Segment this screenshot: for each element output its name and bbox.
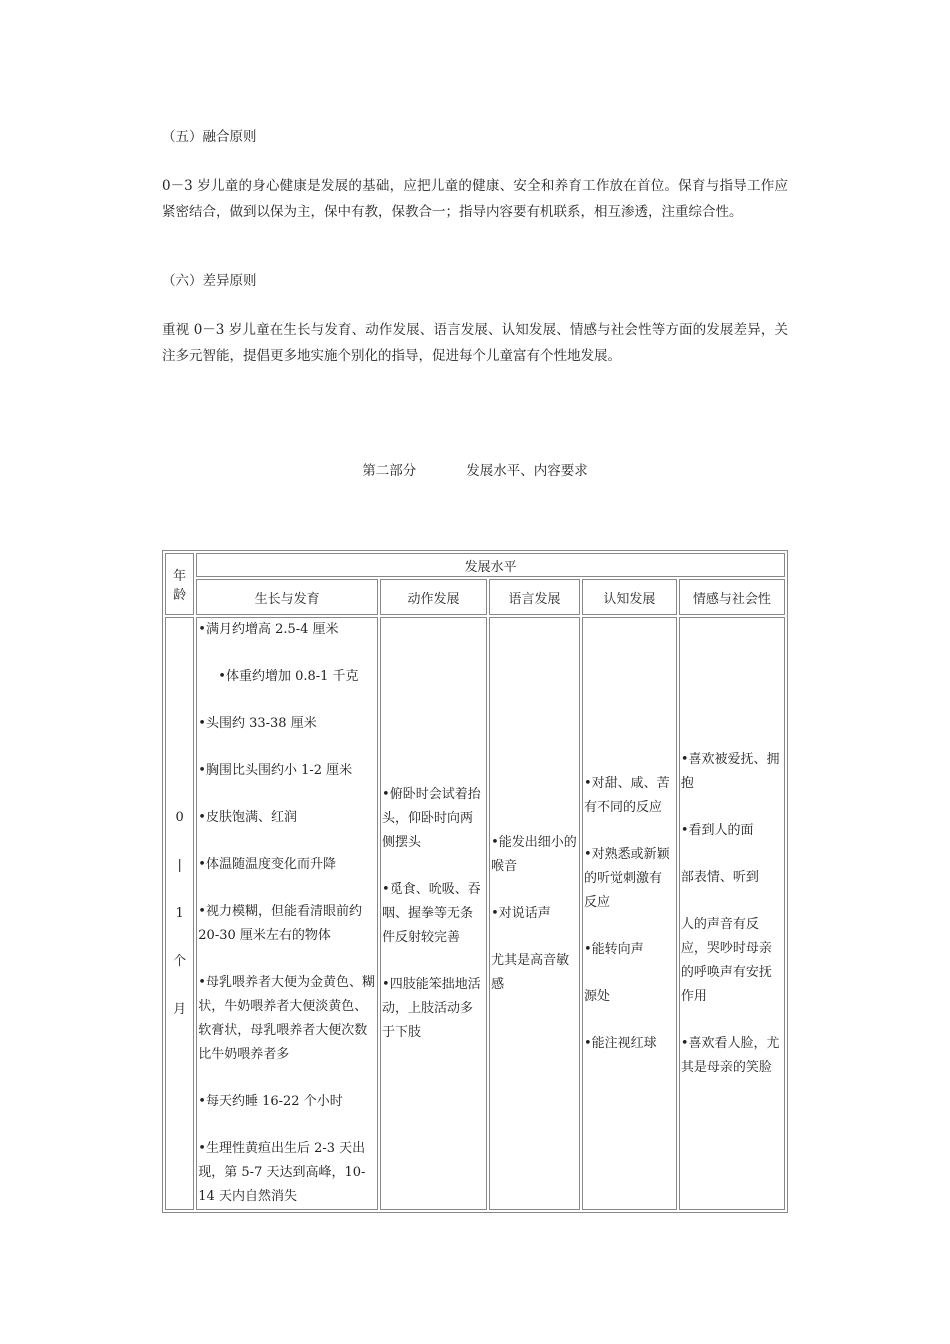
section-6-heading: （六）差异原则	[162, 273, 257, 289]
list-item: •每天约睡 16-22 个小时	[198, 1094, 343, 1109]
age-text: 0	[175, 809, 184, 825]
language-cell	[489, 617, 580, 1210]
growth-cell	[196, 617, 378, 1210]
list-item: •觅食、吮吸、吞咽、握拳等无条件反射较完善	[382, 881, 481, 945]
motor-cell	[380, 617, 487, 1210]
column-header-motor: 动作发展	[380, 579, 487, 615]
list-item: •四肢能笨拙地活动，上肢活动多于下肢	[382, 976, 481, 1040]
age-text: 1	[175, 905, 184, 921]
list-item: •皮肤饱满、红润	[198, 810, 297, 825]
list-item: •能注视红球	[583, 1035, 657, 1051]
cognitive-cell	[582, 617, 677, 1210]
column-header-social: 情感与社会性	[679, 579, 785, 615]
list-item: •生理性黄疸出生后 2-3 天出现，第 5-7 天达到高峰，10-14 天内自然消失	[198, 1141, 366, 1204]
list-item: •体重约增加 0.8-1 千克	[218, 669, 359, 684]
list-item: •体温随温度变化而升降	[198, 857, 336, 872]
list-item: 源处	[583, 988, 610, 1004]
section-5-body: 0－3 岁儿童的身心健康是发展的基础，应把儿童的健康、安全和养育工作放在首位。保育与指导工作应紧密结合，做到以保为主，保中有教，保教合一；指导内容要有机联系，相互渗透，注重综合性。	[162, 178, 788, 220]
section-6-body: 重视 0－3 岁儿童在生长与发育、动作发展、语言发展、认知发展、情感与社会性等方面的发展差异，关注多元智能，提倡更多地实施个别化的指导，促进每个儿童富有个性地发展。	[162, 322, 788, 364]
list-item: •头围约 33-38 厘米	[198, 716, 317, 731]
column-header-cognitive: 认知发展	[582, 579, 677, 615]
list-item: •看到人的面	[680, 822, 754, 838]
list-item: •能转向声	[583, 941, 644, 957]
list-item: •母乳喂养者大便为金黄色、糊状，牛奶喂养者大便淡黄色、软膏状，母乳喂养者大便次数比牛奶喂养者多	[198, 975, 375, 1062]
list-item: •对熟悉或新颖的听觉刺激有反应	[583, 846, 670, 910]
table-row	[165, 617, 785, 1210]
section-5-heading: （五）融合原则	[162, 129, 257, 145]
development-table	[162, 550, 788, 1213]
social-cell	[679, 617, 785, 1210]
part-2-heading: 发展水平、内容要求	[466, 463, 588, 479]
column-header-growth: 生长与发育	[196, 579, 378, 615]
list-item: •胸围比头围约小 1-2 厘米	[198, 763, 353, 778]
list-item: •满月约增高 2.5-4 厘米	[198, 622, 339, 637]
age-header: 年龄	[165, 553, 194, 615]
development-level-header: 发展水平	[196, 553, 785, 577]
part-2-label: 第二部分	[362, 463, 417, 479]
list-item: •喜欢被爱抚、拥抱	[680, 751, 780, 791]
list-item: •视力模糊，但能看清眼前约 20-30 厘米左右的物体	[198, 904, 362, 943]
list-item: 部表情、听到	[680, 869, 759, 885]
list-item: •俯卧时会试着抬头，仰卧时向两侧摆头	[382, 786, 481, 850]
age-text: 个月	[173, 953, 187, 1017]
age-text: |	[177, 857, 182, 873]
list-item: •对甜、咸、苦有不同的反应	[583, 775, 670, 815]
list-item: 尤其是高音敏感	[491, 952, 570, 992]
list-item: •喜欢看人脸，尤其是母亲的笑脸	[680, 1035, 780, 1075]
list-item: 人的声音有反应，哭吵时母亲的呼唤声有安抚作用	[680, 916, 772, 1004]
list-item: •能发出细小的喉音	[491, 834, 577, 874]
part-2-title	[0, 460, 950, 482]
age-cell	[165, 617, 194, 1210]
list-item: •对说话声	[491, 905, 551, 921]
column-header-language: 语言发展	[489, 579, 580, 615]
